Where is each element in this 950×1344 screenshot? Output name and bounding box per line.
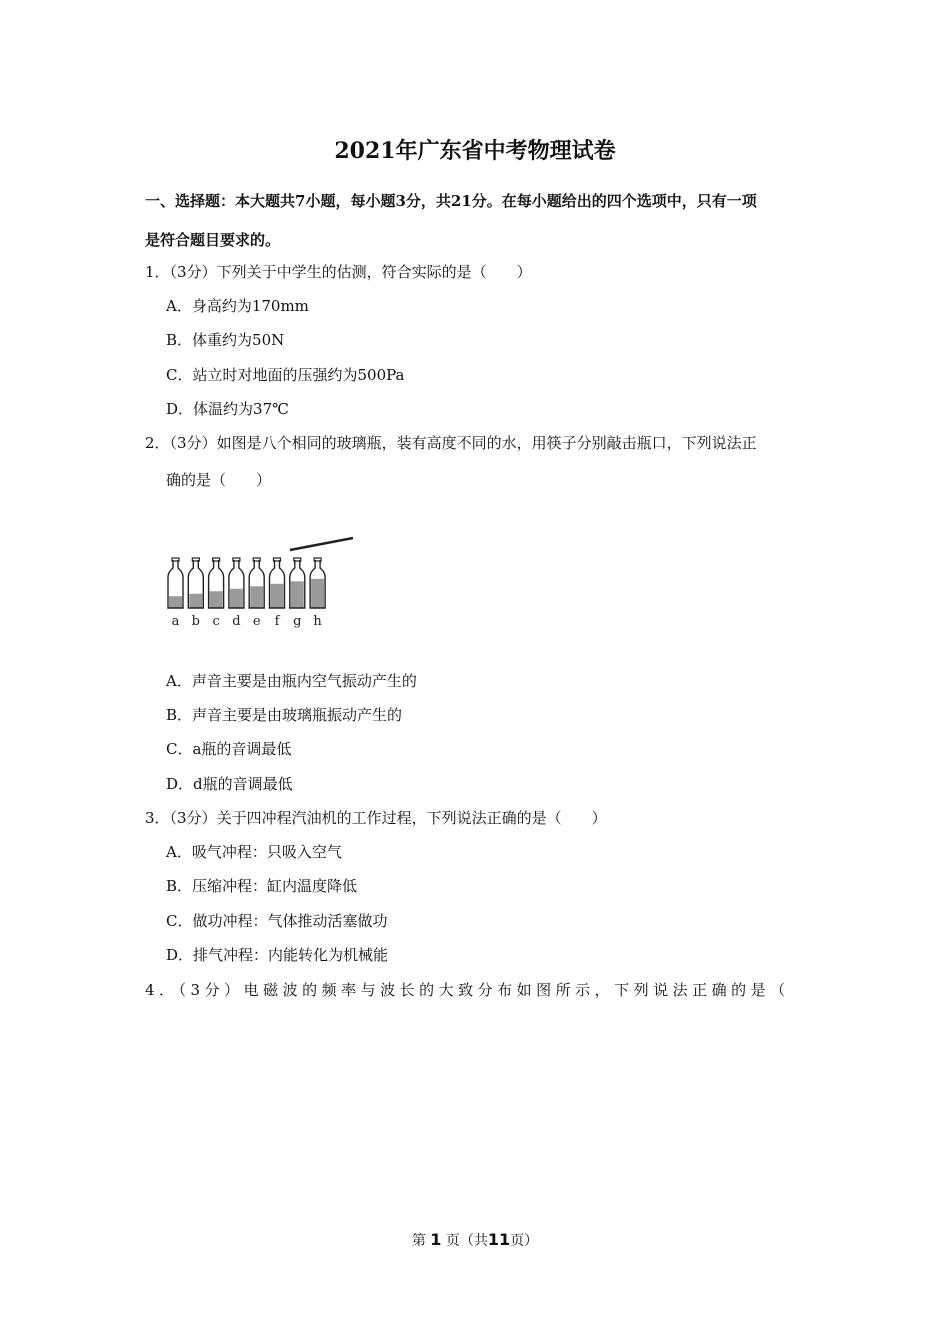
bottle-mouth-b — [192, 558, 199, 561]
bottle-mouth-d — [233, 558, 240, 561]
water-h — [311, 579, 324, 608]
bottle-mouth-f — [274, 558, 281, 561]
bottle-h — [310, 558, 325, 629]
bottle-b — [188, 558, 203, 629]
bottle-mouth-h — [314, 558, 321, 561]
footer-middle: 页（共 — [445, 1233, 488, 1249]
bottle-c — [209, 558, 224, 629]
question-2-option-d: D．d瓶的音调最低 — [166, 775, 293, 793]
page-title: 2021年广东省中考物理试卷 — [334, 138, 616, 164]
bottle-label-b: b — [191, 614, 200, 629]
question-3-option-a: A．吸气冲程：只吸入空气 — [166, 843, 342, 861]
bottle-label-d: d — [232, 614, 241, 629]
question-4-stem: 4．（3分）电磁波的频率与波长的大致分布如图所示，下列说法正确的是（ — [145, 981, 790, 999]
bottle-e — [249, 558, 264, 629]
question-3-option-d: D．排气冲程：内能转化为机械能 — [166, 946, 389, 964]
bottle-label-f: f — [274, 614, 280, 629]
question-1-option-a: A．身高约为170mm — [166, 297, 309, 315]
question-2-stem-line2: 确的是（ ） — [166, 471, 272, 489]
footer-suffix: 页） — [510, 1233, 539, 1249]
water-g — [291, 581, 304, 608]
question-1-option-b: B．体重约为50N — [166, 331, 285, 349]
bottle-label-h: h — [313, 614, 322, 629]
bottle-label-e: e — [252, 614, 261, 629]
bottle-a — [168, 558, 183, 629]
question-3-option-c: C．做功冲程：气体推动活塞做功 — [166, 912, 388, 930]
page-footer — [0, 1230, 950, 1250]
water-a — [169, 596, 182, 608]
water-f — [271, 584, 284, 608]
bottle-label-c: c — [212, 614, 220, 629]
water-c — [210, 591, 223, 608]
question-3-stem: 3．（3分）关于四冲程汽油机的工作过程，下列说法正确的是（ ） — [145, 809, 607, 827]
chopstick — [290, 538, 353, 550]
bottle-mouth-e — [253, 558, 260, 561]
question-1-option-d: D．体温约为37℃ — [166, 400, 289, 418]
question-2-option-a: A．声音主要是由瓶内空气振动产生的 — [166, 672, 417, 690]
bottle-mouth-g — [294, 558, 301, 561]
footer-total-pages: 11 — [487, 1230, 511, 1249]
question-2-option-b: B．声音主要是由玻璃瓶振动产生的 — [166, 706, 403, 724]
bottle-f — [270, 558, 285, 629]
question-1-option-c: C．站立时对地面的压强约为500Pa — [166, 366, 405, 384]
bottle-d — [229, 558, 244, 629]
bottle-label-g: g — [293, 614, 302, 629]
question-3-option-b: B．压缩冲程：缸内温度降低 — [166, 877, 358, 895]
water-e — [250, 586, 263, 608]
question-2-option-c: C．a瓶的音调最低 — [166, 740, 292, 758]
bottle-g — [290, 558, 305, 629]
footer-prefix: 第 — [411, 1233, 426, 1249]
question-1-stem: 1．（3分）下列关于中学生的估测，符合实际的是（ ） — [145, 263, 532, 281]
footer-page-number: 1 — [430, 1230, 442, 1249]
water-b — [189, 594, 202, 608]
section-heading-line1: 一、选择题：本大题共7小题，每小题3分，共21分。在每小题给出的四个选项中，只有一项 — [145, 192, 757, 210]
water-d — [230, 589, 243, 608]
question-2-stem-line1: 2．（3分）如图是八个相同的玻璃瓶，装有高度不同的水，用筷子分别敲击瓶口，下列说法正 — [145, 434, 757, 452]
bottle-mouth-a — [172, 558, 179, 561]
bottles-figure — [162, 532, 362, 632]
section-heading-line2: 是符合题目要求的。 — [145, 231, 281, 249]
bottle-label-a: a — [171, 614, 180, 629]
bottle-mouth-c — [213, 558, 220, 561]
